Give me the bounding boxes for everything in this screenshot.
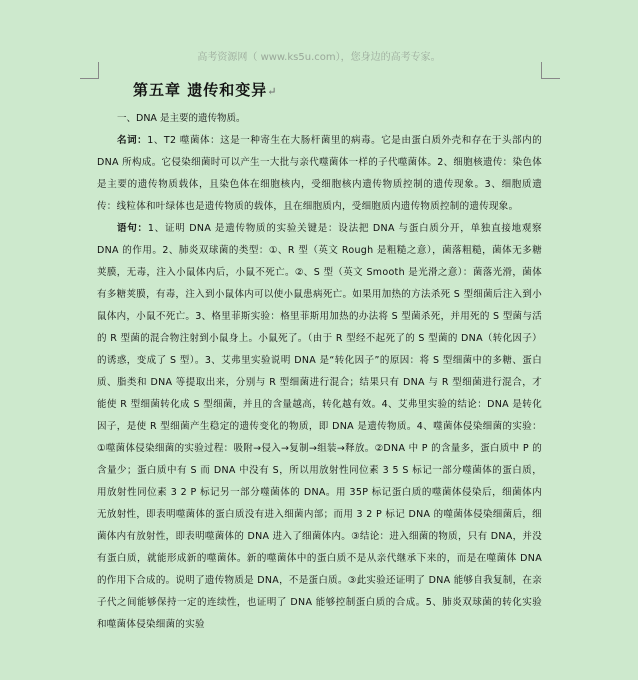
chapter-title (133, 78, 542, 102)
paragraph-mark-icon: ↵ (267, 85, 278, 98)
term-label: 名词： (117, 135, 148, 146)
paragraph-statements-text: 1、证明 DNA 是遗传物质的实验关键是：设法把 DNA 与蛋白质分开，单独直接地观察 DNA 的作用。2、肺炎双球菌的类型：①、R 型（英文 Rough 是粗糙之意），菌落粗糙，菌体无多糖荚膜，无毒，注入小鼠体内后，小鼠不死亡。②、S 型（英文 Smooth 是光滑之意）：菌落光滑，菌体有多糖荚膜，有毒，注入到小鼠体内可以使小鼠患病死亡。如果用加热的方法杀死 S 型细菌后注入到小鼠体内，小鼠不死亡。3、格里菲斯实验：格里菲斯用加热的办法将 S 型菌杀死，并用死的 S 型菌与活的 R 型菌的混合物注射到小鼠身上。小鼠死了。（由于 R 型经不起死了的 S 型菌的 DNA（转化因子）的诱惑，变成了 S 型）。3、艾弗里实验说明 DNA 是“转化因子”的原因：将 S 型细菌中的多糖、蛋白质、脂类和 DNA 等提取出来，分别与 R 型细菌进行混合；结果只有 DNA 与 R 型细菌进行混合，才能使 R 型细菌转化成 S 型细菌，并且的含量越高，转化越有效。4、艾弗里实验的结论：DNA 是转化因子，是使 R 型细菌产生稳定的遗传变化的物质，即 DNA 是遗传物质。4、噬菌体侵染细菌的实验：①噬菌体侵染细菌的实验过程：吸附→侵入→复制→组装→释放。②DNA 中 P 的含量多，蛋白质中 P 的含量少；蛋白质中有 S 而 DNA 中没有 S，所以用放射性同位素 3 5 S 标记一部分噬菌体的蛋白质，用放射性同位素 3 2 P 标记另一部分噬菌体的 DNA。用 35P 标记蛋白质的噬菌体侵染后，细菌体内无放射性，即表明噬菌体的蛋白质没有进入细菌内部；而用 3 2 P 标记 DNA 的噬菌体侵染细菌后，细菌体内有放射性，即表明噬菌体的 DNA 进入了细菌体内。③结论：进入细菌的物质，只有 DNA，并没有蛋白质，就能形成新的噬菌体。新的噬菌体中的蛋白质不是从亲代继承下来的，而是在噬菌体 DNA 的作用下合成的。说明了遗传物质是 DNA，不是蛋白质。③此实验还证明了 DNA 能够自我复制，在亲子代之间能够保持一定的连续性，也证明了 DNA 能够控制蛋白质的合成。5、肺炎双球菌的转化实验和噬菌体侵染细菌的实验 (97, 223, 542, 630)
section-heading: 一、DNA 是主要的遗传物质。 (117, 113, 246, 124)
paragraph-terms (97, 130, 542, 218)
paragraph-terms-text: 1、T2 噬菌体：这是一种寄生在大肠杆菌里的病毒。它是由蛋白质外壳和存在于头部内的 DNA 所构成。它侵染细菌时可以产生一大批与亲代噬菌体一样的子代噬菌体。2、细胞核遗传：染色体是主要的遗传物质载体，且染色体在细胞核内，受细胞核内遗传物质控制的遗传现象。3、细胞质遗传：线粒体和叶绿体也是遗传物质的载体，且在细胞质内，受细胞质内遗传物质控制的遗传现象。 (97, 135, 542, 212)
margin-corner-top-left (80, 62, 99, 79)
margin-corner-top-right (541, 62, 560, 79)
page-header: 高考资源网（ www.ks5u.com），您身边的高考专家。 (197, 52, 441, 63)
document-body[interactable] (97, 78, 542, 636)
statement-label: 语句： (117, 223, 148, 234)
paragraph-statements (97, 218, 542, 636)
chapter-title-text: 第五章 遗传和变异 (133, 81, 268, 99)
